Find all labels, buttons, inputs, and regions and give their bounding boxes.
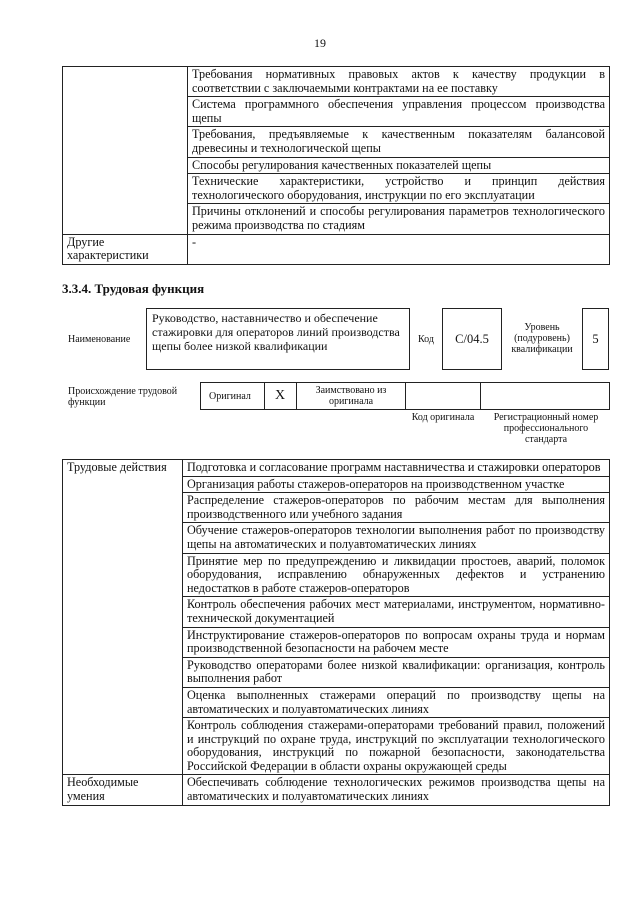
level-label: Уровень (подуровень) квалификации bbox=[511, 322, 573, 355]
action-item: Контроль обеспечения рабочих мест материалами, инструментом, нормативно-технической документацией bbox=[183, 597, 610, 627]
name-label: Наименование bbox=[68, 334, 131, 345]
skills-label: Необходимые умения bbox=[63, 775, 183, 805]
action-item: Подготовка и согласование программ наставничества и стажировки операторов bbox=[183, 460, 610, 477]
action-item: Инструктирование стажеров-операторов по вопросам охраны труда и нормам производственной безопасности на рабочем месте bbox=[183, 627, 610, 657]
skill-item: Обеспечивать соблюдение технологических режимов производства щепы на автоматических и полуавтоматических линиях bbox=[183, 775, 610, 805]
action-item: Распределение стажеров-операторов по рабочим местам для выполнения производственного или учебного задания bbox=[183, 493, 610, 523]
actions-label: Трудовые действия bbox=[63, 460, 183, 775]
page-number: 19 bbox=[314, 36, 326, 50]
knowledge-table bbox=[62, 66, 610, 265]
knowledge-item: Требования, предъявляемые к качественным показателям балансовой древесины и технологической щепы bbox=[188, 127, 610, 157]
action-item: Организация работы стажеров-операторов на производственном участке bbox=[183, 476, 610, 493]
action-item: Контроль соблюдения стажерами-операторами требований правил, положений и инструкций по охране труда, инструкций по эксплуатации технологического оборудования, инструкций по пожарной безопасности, законодательства Российской Федерации в области охраны окружающей среды bbox=[183, 718, 610, 775]
original-label: Оригинал bbox=[209, 391, 251, 402]
function-name-box: Руководство, наставничество и обеспечение стажировки для операторов линий производства щепы более низкой квалификации bbox=[146, 308, 410, 370]
knowledge-item: Причины отклонений и способы регулирования параметров технологического режима производства по стадиям bbox=[188, 204, 610, 234]
original-mark: X bbox=[274, 388, 286, 403]
section-title: 3.3.4. Трудовая функция bbox=[62, 281, 205, 296]
knowledge-item: Способы регулирования качественных показателей щепы bbox=[188, 157, 610, 174]
borrowed-label: Заимствовано из оригинала bbox=[315, 385, 387, 407]
reg-number-caption: Регистрационный номер профессионального стандарта bbox=[493, 412, 599, 445]
code-box: C/04.5 bbox=[442, 308, 502, 370]
code-label: Код bbox=[418, 334, 434, 345]
action-item: Принятие мер по предупреждению и ликвидации простоев, аварий, поломок оборудования, исправлению обнаруженных дефектов и устранению недостатков в работе стажеров-операторов bbox=[183, 553, 610, 597]
action-item: Обучение стажеров-операторов технологии выполнения работ по производству щепы на автоматических и полуавтоматических линиях bbox=[183, 523, 610, 553]
other-characteristics-value: - bbox=[188, 234, 610, 264]
knowledge-item: Технические характеристики, устройство и принцип действия технологического оборудования, инструкции по его эксплуатации bbox=[188, 174, 610, 204]
action-item: Оценка выполненных стажерами операций по производству щепы на автоматических и полуавтоматических линиях bbox=[183, 687, 610, 717]
level-box: 5 bbox=[582, 308, 609, 370]
knowledge-item: Система программного обеспечения управления процессом производства щепы bbox=[188, 97, 610, 127]
origin-row bbox=[200, 382, 610, 410]
actions-table bbox=[62, 459, 610, 806]
knowledge-label-cell bbox=[63, 67, 188, 235]
origin-label: Происхождение трудовой функции bbox=[68, 386, 178, 408]
code-original-caption: Код оригинала bbox=[411, 412, 475, 423]
action-item: Руководство операторами более низкой квалификации: организация, контроль выполнения работ bbox=[183, 657, 610, 687]
knowledge-item: Требования нормативных правовых актов к качеству продукции в соответствии с заключаемыми контрактами на ее поставку bbox=[188, 67, 610, 97]
other-characteristics-label: Другие характеристики bbox=[63, 234, 188, 264]
